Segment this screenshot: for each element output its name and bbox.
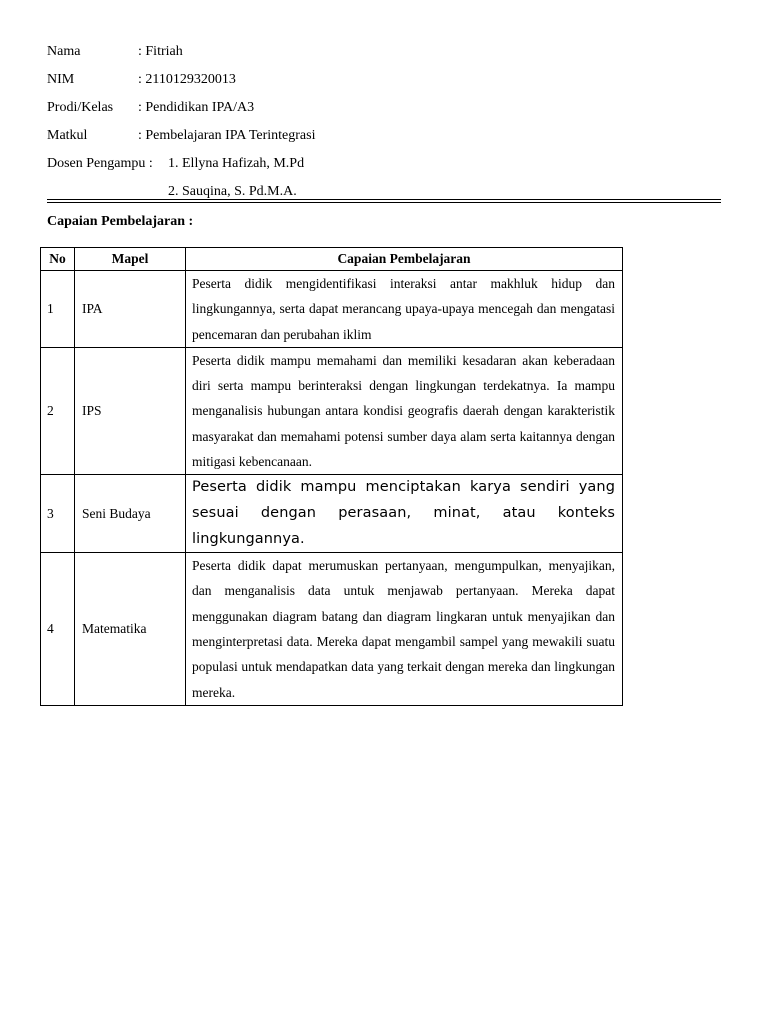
info-value: : Pembelajaran IPA Terintegrasi xyxy=(138,128,316,143)
info-row-prodi xyxy=(47,97,727,125)
row-mapel: IPS xyxy=(75,347,186,474)
double-divider xyxy=(47,199,721,203)
row-mapel: IPA xyxy=(75,271,186,348)
info-value: : Fitriah xyxy=(138,44,183,59)
row-no: 2 xyxy=(41,347,75,474)
info-label: Matkul xyxy=(47,128,88,143)
table-row xyxy=(41,475,623,553)
info-label: NIM xyxy=(47,72,75,87)
info-row-dosen xyxy=(47,153,727,181)
row-no: 3 xyxy=(41,475,75,553)
info-label: Prodi/Kelas xyxy=(47,100,114,115)
info-row-matkul xyxy=(47,125,727,153)
info-row-nim xyxy=(47,69,727,97)
table-header-row xyxy=(41,248,623,271)
info-value: : 2110129320013 xyxy=(138,72,236,87)
capaian-table xyxy=(40,247,623,706)
table-row xyxy=(41,553,623,706)
row-capaian: Peserta didik dapat merumuskan pertanyaan, mengumpulkan, menyajikan, dan menganalisis data untuk menjawab pertanyaan. Mereka dapat menggunakan diagram batang dan diagram lingkaran untuk menyajikan dan menginterpretasi data. Mereka dapat mengambil sampel yang mewakili suatu populasi untuk mendapatkan data yang terkait dengan mereka dan lingkungan mereka. xyxy=(186,553,623,706)
table-row xyxy=(41,271,623,348)
row-no: 4 xyxy=(41,553,75,706)
header-no: No xyxy=(41,248,75,271)
info-label: Nama xyxy=(47,44,81,59)
row-capaian: Peserta didik mampu menciptakan karya sendiri yang sesuai dengan perasaan, minat, atau konteks lingkungannya. xyxy=(186,475,623,553)
info-value: : Pendidikan IPA/A3 xyxy=(138,100,255,115)
student-info xyxy=(47,41,727,209)
dosen-label: Dosen Pengampu : xyxy=(47,156,153,171)
row-mapel: Seni Budaya xyxy=(75,475,186,553)
header-capaian: Capaian Pembelajaran xyxy=(186,248,623,271)
section-title: Capaian Pembelajaran : xyxy=(47,214,194,229)
info-row-nama xyxy=(47,41,727,69)
row-capaian: Peserta didik mengidentifikasi interaksi antar makhluk hidup dan lingkungannya, serta dapat merancang upaya-upaya mencegah dan mengatasi pencemaran dan perubahan iklim xyxy=(186,271,623,348)
row-mapel: Matematika xyxy=(75,553,186,706)
header-mapel: Mapel xyxy=(75,248,186,271)
info-row-dosen-2 xyxy=(47,181,727,209)
dosen-name-2: 2. Sauqina, S. Pd.M.A. xyxy=(168,184,297,199)
table-row xyxy=(41,347,623,474)
row-capaian: Peserta didik mampu memahami dan memiliki kesadaran akan keberadaan diri serta mampu berinteraksi dengan lingkungan terdekatnya. Ia mampu menganalisis hubungan antara kondisi geografis daerah dengan karakteristik masyarakat dan memahami potensi sumber daya alam serta kaitannya dengan mitigasi kebencanaan. xyxy=(186,347,623,474)
row-no: 1 xyxy=(41,271,75,348)
dosen-name-1: 1. Ellyna Hafizah, M.Pd xyxy=(168,156,305,171)
